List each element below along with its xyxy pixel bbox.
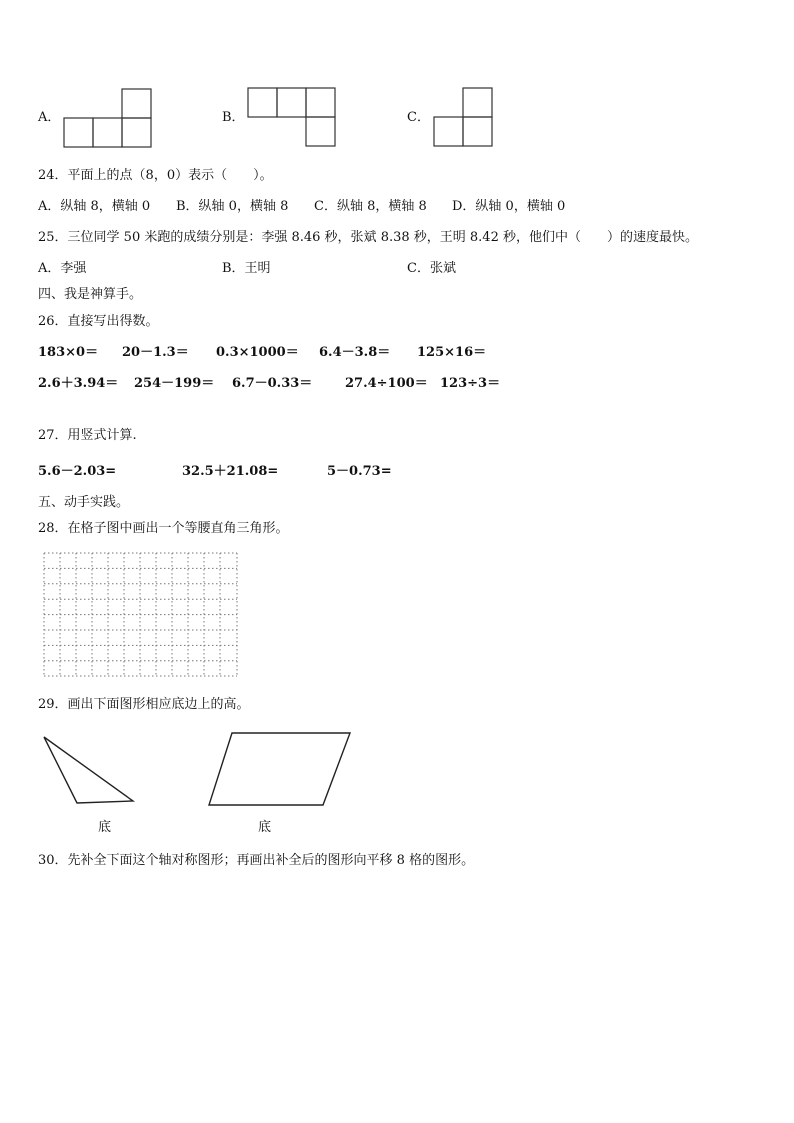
question-26-stem: 26．直接写出得数。: [38, 314, 159, 329]
option-b-label: B．: [222, 110, 245, 125]
vertical-calc-item: 5.6－2.03=: [38, 464, 117, 479]
question-29-stem: 29．画出下面图形相应底边上的高。: [38, 697, 250, 712]
question-24-option-a: A．纵轴 8，横轴 0: [38, 199, 151, 214]
section-5-heading: 五、动手实践。: [38, 495, 130, 510]
calc-item: 6.7－0.33＝: [232, 376, 313, 391]
question-25-option-b: B．王明: [222, 261, 271, 276]
option-c-figure: [434, 88, 496, 148]
question-24-option-d: D．纵轴 0，横轴 0: [452, 199, 566, 214]
dotted-grid: [44, 553, 238, 677]
calc-item: 123÷3＝: [440, 376, 501, 391]
calc-item: 183×0＝: [38, 345, 99, 360]
option-c-label: C．: [407, 110, 430, 125]
calc-item: 254－199＝: [134, 376, 215, 391]
triangle-base-label: 底: [98, 820, 112, 835]
question-28-stem: 28．在格子图中画出一个等腰直角三角形。: [38, 521, 289, 536]
calc-item: 27.4÷100＝: [345, 376, 428, 391]
question-24-option-c: C．纵轴 8，横轴 8: [314, 199, 427, 214]
calc-item: 6.4－3.8＝: [319, 345, 391, 360]
parallelogram-figure: [205, 730, 355, 810]
section-4-heading: 四、我是神算手。: [38, 287, 143, 302]
option-a-figure: [64, 89, 154, 149]
question-24-stem: 24．平面上的点（8，0）表示（ ）。: [38, 168, 273, 183]
question-25-option-a: A．李强: [38, 261, 87, 276]
vertical-calc-item: 5－0.73=: [327, 464, 392, 479]
question-27-stem: 27．用竖式计算.: [38, 428, 137, 443]
question-25-option-c: C．张斌: [407, 261, 456, 276]
parallelogram-base-label: 底: [258, 820, 272, 835]
question-25-stem: 25．三位同学 50 米跑的成绩分别是：李强 8.46 秒，张斌 8.38 秒，王明 8.42 秒，他们中（ ）的速度最快。: [38, 230, 698, 245]
calc-item: 0.3×1000＝: [216, 345, 299, 360]
option-b-figure: [248, 88, 338, 148]
question-30-stem: 30．先补全下面这个轴对称图形；再画出补全后的图形向平移 8 格的图形。: [38, 853, 475, 868]
question-24-option-b: B．纵轴 0，横轴 8: [176, 199, 289, 214]
option-a-label: A．: [38, 110, 61, 125]
calc-item: 2.6＋3.94＝: [38, 376, 119, 391]
calc-item: 20－1.3＝: [122, 345, 189, 360]
calc-item: 125×16＝: [417, 345, 487, 360]
vertical-calc-item: 32.5＋21.08=: [182, 464, 279, 479]
triangle-figure: [40, 733, 140, 808]
